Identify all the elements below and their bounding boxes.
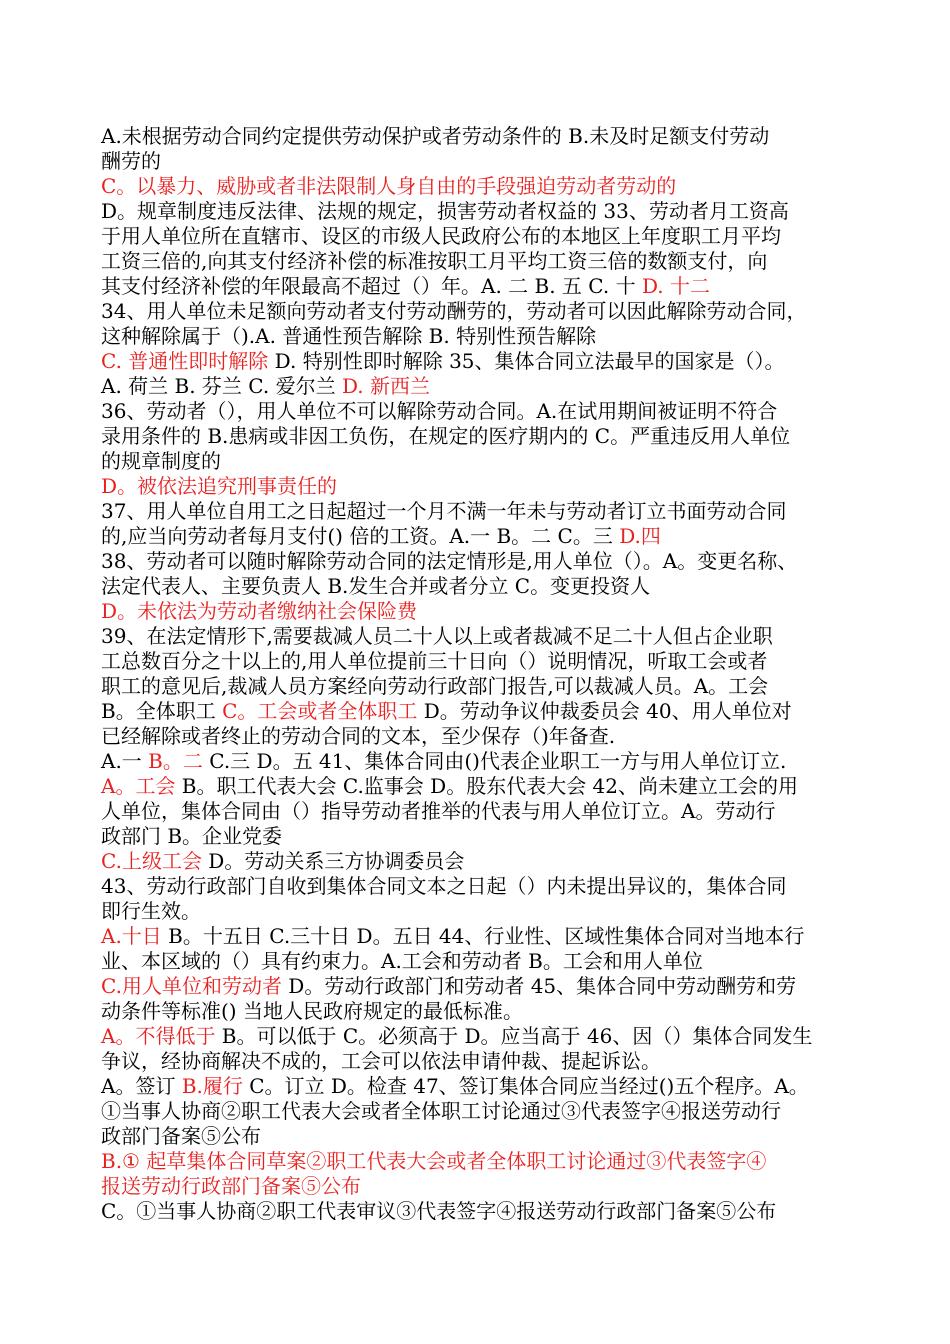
text-line xyxy=(101,1099,871,1124)
question-text: 录用条件的 B.患病或非因工负伤，在规定的医疗期内的 C。严重违反用人单位 xyxy=(101,424,791,448)
question-text: D。劳动行政部门和劳动者 45、集体合同中劳动酬劳和劳 xyxy=(281,974,797,998)
question-text: 业、本区域的（）具有约束力。A.工会和劳动者 B。工会和用人单位 xyxy=(101,949,703,973)
question-text: B。可以低于 C。必须高于 D。应当高于 46、因（）集体合同发生 xyxy=(215,1024,813,1048)
text-line xyxy=(101,1124,871,1149)
text-line xyxy=(101,399,871,424)
text-line xyxy=(101,1149,871,1174)
text-line xyxy=(101,274,871,299)
question-text: A. 荷兰 B. 芬兰 C. 爱尔兰 xyxy=(101,374,342,398)
question-text: 37、用人单位自用工之日起超过一个月不满一年未与劳动者订立书面劳动合同 xyxy=(101,499,787,523)
text-line xyxy=(101,749,871,774)
answer-text: C。以暴力、威胁或者非法限制人身自由的手段强迫劳动者劳动的 xyxy=(101,174,677,198)
text-line xyxy=(101,1174,871,1199)
answer-text: C。工会或者全体职工 xyxy=(222,699,418,723)
question-text: B。全体职工 xyxy=(101,699,223,723)
answer-text: D. 十二 xyxy=(641,274,710,298)
text-line xyxy=(101,874,871,899)
text-line xyxy=(101,524,871,549)
answer-text: B。二 xyxy=(148,749,203,773)
question-text: 职工的意见后,裁减人员方案经向劳动行政部门报告,可以裁减人员。A。工会 xyxy=(101,674,769,698)
answer-text: 报送劳动行政部门备案⑤公布 xyxy=(101,1174,361,1198)
text-line xyxy=(101,374,871,399)
question-text: 即行生效。 xyxy=(101,899,201,923)
text-line xyxy=(101,1199,871,1224)
answer-text: C.用人单位和劳动者 xyxy=(101,974,282,998)
answer-text: A。不得低于 xyxy=(101,1024,216,1048)
question-text: B。十五日 C.三十日 D。五日 44、行业性、区域性集体合同对当地本行 xyxy=(161,924,805,948)
question-text: 动条件等标准() 当地人民政府规定的最低标准。 xyxy=(101,999,523,1023)
question-text: A。签订 xyxy=(101,1074,182,1098)
question-text: 34、用人单位未足额向劳动者支付劳动酬劳的，劳动者可以因此解除劳动合同， xyxy=(101,299,807,323)
text-line xyxy=(101,899,871,924)
text-line xyxy=(101,774,871,799)
text-line xyxy=(101,424,871,449)
text-line xyxy=(101,599,871,624)
text-line xyxy=(101,949,871,974)
question-text: ①当事人协商②职工代表大会或者全体职工讨论通过③代表签字④报送劳动行 xyxy=(101,1099,781,1123)
question-text: C。①当事人协商②职工代表审议③代表签字④报送劳动行政部门备案⑤公布 xyxy=(101,1199,777,1223)
question-text: C.三 D。五 41、集体合同由()代表企业职工一方与用人单位订立. xyxy=(202,749,787,773)
question-text: 其支付经济补偿的年限最高不超过（）年。A. 二 B. 五 C. 十 xyxy=(101,274,642,298)
question-text: 的规章制度的 xyxy=(101,449,221,473)
document-page xyxy=(101,124,871,1224)
text-line xyxy=(101,1049,871,1074)
text-line xyxy=(101,149,871,174)
question-text: A.未根据劳动合同约定提供劳动保护或者劳动条件的 B.未及时足额支付劳动 xyxy=(101,124,770,148)
text-line xyxy=(101,924,871,949)
question-text: 工资三倍的,向其支付经济补偿的标准按职工月平均工资三倍的数额支付，向 xyxy=(101,249,768,273)
question-text: 工总数百分之十以上的,用人单位提前三十日向（）说明情况，听取工会或者 xyxy=(101,649,768,673)
text-line xyxy=(101,324,871,349)
text-line xyxy=(101,299,871,324)
question-text: 36、劳动者（），用人单位不可以解除劳动合同。A.在试用期间被证明不符合 xyxy=(101,399,778,423)
text-line xyxy=(101,999,871,1024)
text-line xyxy=(101,824,871,849)
question-text: 已经解除或者终止的劳动合同的文本，至少保存（)年备查. xyxy=(101,724,616,748)
question-text: 人单位，集体合同由（）指导劳动者推举的代表与用人单位订立。A。劳动行 xyxy=(101,799,776,823)
text-line xyxy=(101,1074,871,1099)
text-line xyxy=(101,249,871,274)
question-text: 法定代表人、主要负责人 B.发生合并或者分立 C。变更投资人 xyxy=(101,574,651,598)
answer-text: A.十日 xyxy=(101,924,162,948)
question-text: 政部门 B。企业党委 xyxy=(101,824,283,848)
question-text: C。订立 D。检查 47、签订集体合同应当经过()五个程序。A。 xyxy=(242,1074,809,1098)
question-text: D。劳动争议仲裁委员会 40、用人单位对 xyxy=(417,699,792,723)
text-line xyxy=(101,124,871,149)
question-text: 酬劳的 xyxy=(101,149,161,173)
text-line xyxy=(101,449,871,474)
text-line xyxy=(101,174,871,199)
answer-text: A。工会 xyxy=(101,774,176,798)
text-line xyxy=(101,549,871,574)
text-line xyxy=(101,724,871,749)
answer-text: D。被依法追究刑事责任的 xyxy=(101,474,338,498)
answer-text: B.① 起草集体合同草案②职工代表大会或者全体职工讨论通过③代表签字④ xyxy=(101,1149,767,1173)
question-text: 于用人单位所在直辖市、设区的市级人民政府公布的本地区上年度职工月平均 xyxy=(101,224,781,248)
question-text: 争议，经协商解决不成的，工会可以依法申请仲裁、提起诉讼。 xyxy=(101,1049,661,1073)
text-line xyxy=(101,224,871,249)
text-line xyxy=(101,499,871,524)
text-line xyxy=(101,649,871,674)
text-line xyxy=(101,474,871,499)
question-text: A.一 xyxy=(101,749,149,773)
answer-text: D. 新西兰 xyxy=(341,374,430,398)
question-text: D。规章制度违反法律、法规的规定，损害劳动者权益的 33、劳动者月工资高 xyxy=(101,199,789,223)
answer-text: C.上级工会 xyxy=(101,849,202,873)
answer-text: C. 普通性即时解除 xyxy=(101,349,269,373)
text-line xyxy=(101,349,871,374)
text-line xyxy=(101,849,871,874)
answer-text: D.四 xyxy=(619,524,661,548)
question-text: 43、劳动行政部门自收到集体合同文本之日起（）内未提出异议的，集体合同 xyxy=(101,874,787,898)
text-line xyxy=(101,799,871,824)
answer-text: B.履行 xyxy=(181,1074,243,1098)
question-text: B。职工代表大会 C.监事会 D。股东代表大会 42、尚未建立工会的用 xyxy=(175,774,799,798)
question-text: 政部门备案⑤公布 xyxy=(101,1124,261,1148)
text-line xyxy=(101,1024,871,1049)
text-line xyxy=(101,974,871,999)
question-text: 的,应当向劳动者每月支付() 倍的工资。A.一 B。二 C。三 xyxy=(101,524,620,548)
text-line xyxy=(101,699,871,724)
text-line xyxy=(101,574,871,599)
question-text: D. 特别性即时解除 35、集体合同立法最早的国家是（）。 xyxy=(268,349,785,373)
text-line xyxy=(101,624,871,649)
question-text: 这种解除属于（).A. 普通性预告解除 B. 特别性预告解除 xyxy=(101,324,597,348)
answer-text: D。未依法为劳动者缴纳社会保险费 xyxy=(101,599,418,623)
text-line xyxy=(101,199,871,224)
question-text: 38、劳动者可以随时解除劳动合同的法定情形是,用人单位（）。A。变更名称、 xyxy=(101,549,798,573)
text-line xyxy=(101,674,871,699)
question-text: 39、在法定情形下,需要裁减人员二十人以上或者裁减不足二十人但占企业职 xyxy=(101,624,773,648)
question-text: D。劳动关系三方协调委员会 xyxy=(201,849,465,873)
